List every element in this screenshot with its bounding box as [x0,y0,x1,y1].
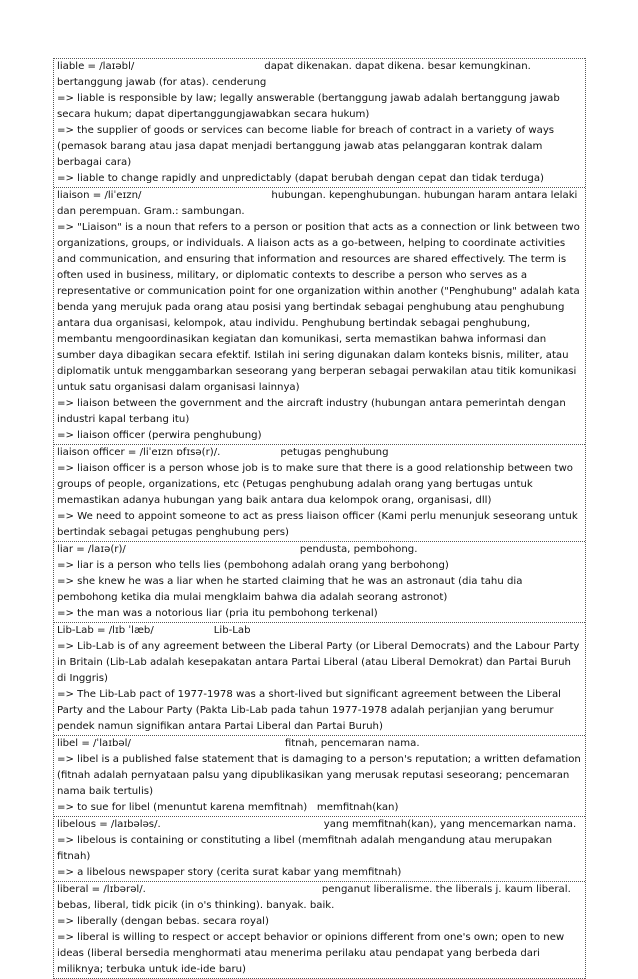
entry-definition: penganut liberalisme. the liberals j. kaum liberal. [321,884,571,895]
entry-line: => liaison between the government and the aircraft industry (hubungan antara pemerintah dengan industri kapal terbang itu) [57,398,569,425]
entry-line: => liable is responsible by law; legally answerable (bertanggung jawab adalah bertanggung jawab secara hukum; dapat dipertanggungjawabkan secara hukum) [57,93,564,120]
entry-definition: Lib-Lab [213,625,251,636]
entry-header [57,882,583,898]
entry-line: => Lib-Lab is of any agreement between the Liberal Party (or Liberal Democrats) and the Labour Party in Britain (Lib-Lab adalah kesepakatan antara Partai Liberal (atau Liberal Demokrat) dan Partai Buruh di Inggris) [57,641,583,684]
entry-line: => We need to appoint someone to act as press liaison officer (Kami perlu menunjuk seseorang untuk bertindak sebagai petugas penghubung pers) [57,511,581,538]
dictionary-entry [54,541,585,622]
entry-definition: dapat dikenakan. dapat dikena. besar kemungkinan. [264,61,531,72]
dictionary-document [53,58,586,979]
entry-line: => liberal is willing to respect or accept behavior or opinions different from one's own; open to new ideas (liberal bersedia menghormati atau menerima perilaku atau pendapat yang berbeda dari miliknya; terbuka untuk ide-ide baru) [57,932,568,975]
entry-header [57,817,583,833]
entry-header [57,188,583,204]
dictionary-entry [54,816,585,881]
dictionary-entry [54,58,585,187]
entry-line: => liaison officer (perwira penghubung) [57,430,262,441]
entry-header [57,59,583,75]
entry-line: dan perempuan. Gram.: sambungan. [57,206,245,217]
entry-definition: petugas penghubung [280,447,389,458]
dictionary-entry [54,444,585,541]
entry-definition: fitnah, pencemaran nama. [284,738,420,749]
entry-line: => liable to change rapidly and unpredictably (dapat berubah dengan cepat dan tidak terduga) [57,173,544,184]
entry-line: => The Lib-Lab pact of 1977-1978 was a short-lived but significant agreement between the Liberal Party and the Labour Party (Pakta Lib-Lab pada tahun 1977-1978 adalah perjanjian yang berumur pendek namun signifikan antara Partai Liberal dan Partai Buruh) [57,689,565,732]
entry-line: => liberally (dengan bebas. secara royal) [57,916,269,927]
entry-header [57,445,583,461]
entry-headword: libelous = /laɪbələs/. [57,819,161,830]
entry-definition: hubungan. kepenghubungan. hubungan haram antara lelaki [271,190,578,201]
dictionary-entry [54,881,585,979]
entry-line: => to sue for libel (menuntut karena memfitnah) memfitnah(kan) [57,802,399,813]
entry-line: => a libelous newspaper story (cerita surat kabar yang memfitnah) [57,867,402,878]
entry-line: => she knew he was a liar when he started claiming that he was an astronaut (dia tahu dia pembohong ketika dia mulai mengklaim bahwa dia adalah seorang astronot) [57,576,526,603]
entry-line: => libel is a published false statement that is damaging to a person's reputation; a written defamation (fitnah adalah pernyataan palsu yang dipublikasikan yang merusak reputasi seseorang; pencemaran nama baik tertulis) [57,754,585,797]
entry-definition: pendusta, pembohong. [299,544,418,555]
entry-line: => the supplier of goods or services can become liable for breach of contract in a variety of ways (pemasok barang atau jasa dapat menjadi bertanggung jawab atas pelanggaran kontrak dalam berbagai cara) [57,125,558,168]
entry-line: bertanggung jawab (for atas). cenderung [57,77,267,88]
entry-header [57,542,583,558]
entry-headword: liaison = /liˈeɪzn/ [57,190,142,201]
entry-line: => "Liaison" is a noun that refers to a person or position that acts as a connection or link between two organizations, groups, or individuals. A liaison acts as a go-between, helping to coordinate activities and communication, and ensuring that information and resources are shared effectively. The term is often used in business, military, or diplomatic contexts to describe a person who serves as a representative or communication point for one organization within another ("Penghubung" adalah kata benda yang merujuk pada orang atau posisi yang bertindak sebagai penghubung atau penghubung antara dua organisasi, kelompok, atau individu. Penghubung bertindak sebagai penghubung, membantu mengoordinasikan kegiatan dan komunikasi, serta memastikan bahwa informasi dan sumber daya dibagikan secara efektif. Istilah ini sering digunakan dalam konteks bisnis, militer, atau diplomatik untuk menggambarkan seseorang yang berperan sebagai perwakilan atau titik komunikasi untuk satu organisasi dalam organisasi lainnya) [57,222,584,393]
entry-headword: liable = /laɪəbl/ [57,61,135,72]
entry-headword: liar = /laɪə(r)/ [57,544,126,555]
entry-headword: libel = /ˈlaɪbəl/ [57,738,131,749]
entry-line: => the man was a notorious liar (pria itu pembohong terkenal) [57,608,378,619]
dictionary-entry [54,735,585,816]
entry-definition: yang memfitnah(kan), yang mencemarkan nama. [323,819,577,830]
entry-headword: Lib-Lab = /lɪb ˈlæb/ [57,625,154,636]
entry-line: => liar is a person who tells lies (pembohong adalah orang yang berbohong) [57,560,449,571]
dictionary-entry [54,622,585,735]
entry-header [57,736,583,752]
entry-line: bebas, liberal, tidk picik (in o's thinking). banyak. baik. [57,900,335,911]
entry-line: => liaison officer is a person whose job is to make sure that there is a good relationship between two groups of people, organizations, etc (Petugas penghubung adalah orang yang bertugas untuk memastikan adanya hubungan yang baik antara dua kelompok orang, organisasi, dll) [57,463,577,506]
entry-header [57,623,583,639]
entry-headword: liaison officer = /liˈeɪzn ɒfɪsə(r)/. [57,447,221,458]
entry-line: => libelous is containing or constituting a libel (memfitnah adalah mengandung atau merupakan fitnah) [57,835,556,862]
entry-headword: liberal = /lɪbərəl/. [57,884,146,895]
dictionary-entry [54,187,585,444]
